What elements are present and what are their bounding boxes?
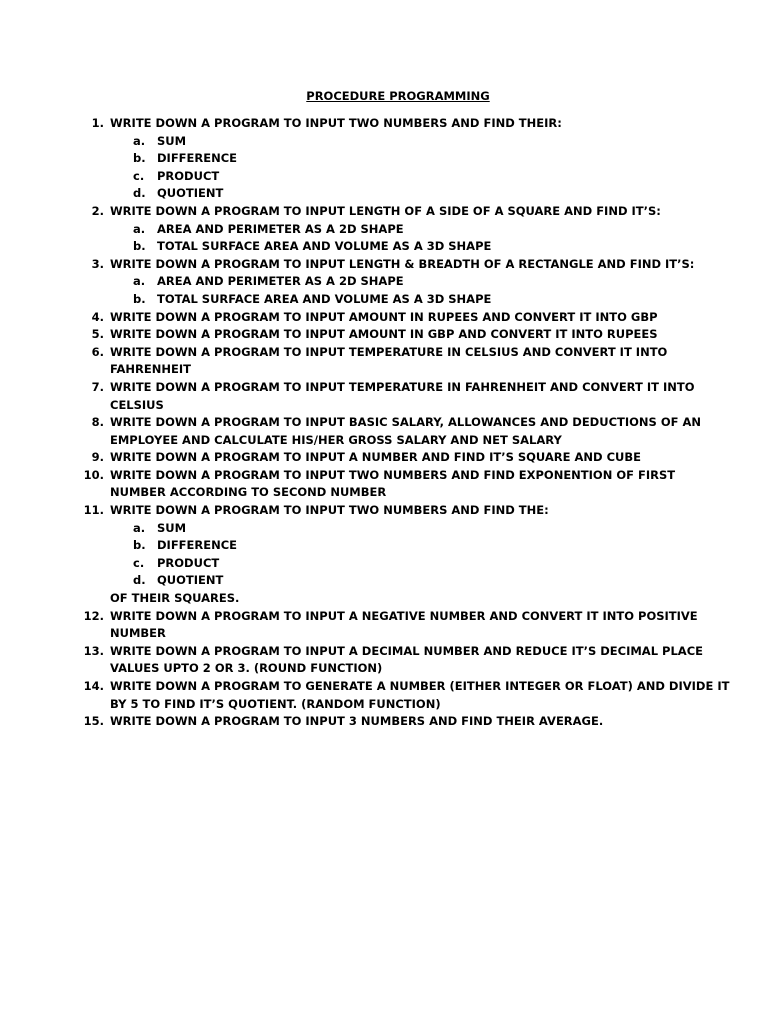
sub-item-text: DIFFERENCE: [157, 538, 238, 553]
sub-item: [110, 185, 732, 203]
sub-item-letter: b.: [133, 538, 146, 553]
question-number: 4.: [91, 309, 104, 324]
sub-item-text: TOTAL SURFACE AREA AND VOLUME AS A 3D SHAPE: [157, 239, 492, 254]
question-number: 9.: [91, 450, 104, 465]
sub-item: [110, 520, 732, 538]
sub-item-letter: b.: [133, 291, 146, 306]
question-number: 7.: [91, 379, 104, 394]
question-item: [0, 326, 732, 344]
sub-item-text: TOTAL SURFACE AREA AND VOLUME AS A 3D SHAPE: [157, 291, 492, 306]
sub-item-letter: b.: [133, 151, 146, 166]
question-item: [0, 643, 732, 678]
question-number: 10.: [83, 467, 104, 482]
question-item: [0, 344, 732, 379]
question-tail-text: OF THEIR SQUARES.: [110, 591, 240, 606]
question-number: 3.: [91, 256, 104, 271]
sub-item: [110, 572, 732, 590]
sub-item-text: SUM: [157, 520, 187, 535]
question-number: 1.: [91, 116, 104, 130]
sub-item: [110, 238, 732, 256]
sub-item-text: PRODUCT: [157, 555, 220, 570]
question-item: [0, 678, 732, 713]
sub-item-text: DIFFERENCE: [157, 151, 238, 166]
sub-item-list: [110, 273, 732, 308]
question-text: WRITE DOWN A PROGRAM TO INPUT TWO NUMBERS AND FIND THE:: [110, 503, 549, 518]
question-list: [0, 115, 768, 731]
sub-item: [110, 273, 732, 291]
question-item: [0, 467, 732, 502]
question-item: [0, 449, 732, 467]
question-text: WRITE DOWN A PROGRAM TO INPUT 3 NUMBERS AND FIND THEIR AVERAGE.: [110, 714, 604, 729]
question-number: 8.: [91, 415, 104, 430]
sub-item: [110, 150, 732, 168]
question-number: 12.: [83, 608, 104, 623]
question-text: WRITE DOWN A PROGRAM TO GENERATE A NUMBER (EITHER INTEGER OR FLOAT) AND DIVIDE IT BY 5 TO FIND IT’S QUOTIENT. (RANDOM FUNCTION): [110, 679, 730, 711]
question-number: 13.: [83, 643, 104, 658]
question-item: [0, 713, 732, 731]
sub-item-letter: a.: [133, 520, 146, 535]
sub-item: [110, 221, 732, 239]
sub-item-text: QUOTIENT: [157, 186, 224, 201]
sub-item-list: [110, 221, 732, 256]
question-item: [0, 502, 732, 608]
sub-item-letter: c.: [133, 555, 145, 570]
sub-item-text: AREA AND PERIMETER AS A 2D SHAPE: [157, 274, 404, 289]
question-item: [0, 256, 732, 309]
question-number: 2.: [91, 203, 104, 218]
sub-item-text: PRODUCT: [157, 168, 220, 183]
sub-item-letter: d.: [133, 573, 146, 588]
sub-item-text: QUOTIENT: [157, 573, 224, 588]
sub-item-text: SUM: [157, 133, 187, 148]
sub-item-letter: a.: [133, 274, 146, 289]
sub-item: [110, 537, 732, 555]
sub-item-list: [110, 133, 732, 203]
sub-item-letter: b.: [133, 239, 146, 254]
sub-item: [110, 555, 732, 573]
question-text: WRITE DOWN A PROGRAM TO INPUT BASIC SALARY, ALLOWANCES AND DEDUCTIONS OF AN EMPLOYEE AND CALCULATE HIS/HER GROSS SALARY AND NET SALARY: [110, 415, 701, 447]
question-text: WRITE DOWN A PROGRAM TO INPUT LENGTH OF A SIDE OF A SQUARE AND FIND IT’S:: [110, 203, 661, 218]
document-title: PROCEDURE PROGRAMMING: [306, 89, 490, 103]
sub-item: [110, 291, 732, 309]
question-text: WRITE DOWN A PROGRAM TO INPUT TWO NUMBERS AND FIND THEIR:: [110, 116, 562, 130]
sub-item-text: AREA AND PERIMETER AS A 2D SHAPE: [157, 221, 404, 236]
question-item: [0, 203, 732, 256]
question-text: WRITE DOWN A PROGRAM TO INPUT LENGTH & BREADTH OF A RECTANGLE AND FIND IT’S:: [110, 256, 695, 271]
question-item: [0, 309, 732, 327]
question-number: 11.: [83, 503, 104, 518]
question-text: WRITE DOWN A PROGRAM TO INPUT AMOUNT IN GBP AND CONVERT IT INTO RUPEES: [110, 327, 658, 342]
question-text: WRITE DOWN A PROGRAM TO INPUT TWO NUMBERS AND FIND EXPONENTION OF FIRST NUMBER ACCORDING TO SECOND NUMBER: [110, 467, 676, 500]
sub-item: [110, 168, 732, 186]
question-text: WRITE DOWN A PROGRAM TO INPUT A NUMBER AND FIND IT’S SQUARE AND CUBE: [110, 450, 641, 465]
question-text: WRITE DOWN A PROGRAM TO INPUT A NEGATIVE NUMBER AND CONVERT IT INTO POSITIVE NUMBER: [110, 608, 698, 641]
question-text: WRITE DOWN A PROGRAM TO INPUT AMOUNT IN RUPEES AND CONVERT IT INTO GBP: [110, 309, 658, 324]
question-item: [0, 379, 732, 414]
sub-item: [110, 133, 732, 151]
question-item: [0, 414, 732, 449]
question-number: 5.: [91, 327, 104, 342]
sub-item-letter: a.: [133, 221, 146, 236]
question-item: [0, 115, 732, 203]
sub-item-list: [110, 520, 732, 590]
sub-item-letter: d.: [133, 186, 146, 201]
question-item: [0, 608, 732, 643]
question-text: WRITE DOWN A PROGRAM TO INPUT TEMPERATURE IN FAHRENHEIT AND CONVERT IT INTO CELSIUS: [110, 379, 695, 412]
question-number: 6.: [91, 344, 104, 359]
question-number: 15.: [83, 714, 104, 729]
sub-item-letter: a.: [133, 133, 146, 148]
question-text: WRITE DOWN A PROGRAM TO INPUT A DECIMAL NUMBER AND REDUCE IT’S DECIMAL PLACE VALUES UPTO 2 OR 3. (ROUND FUNCTION): [110, 643, 703, 676]
question-number: 14.: [83, 679, 104, 693]
question-text: WRITE DOWN A PROGRAM TO INPUT TEMPERATURE IN CELSIUS AND CONVERT IT INTO FAHRENHEIT: [110, 344, 668, 377]
sub-item-letter: c.: [133, 168, 145, 183]
